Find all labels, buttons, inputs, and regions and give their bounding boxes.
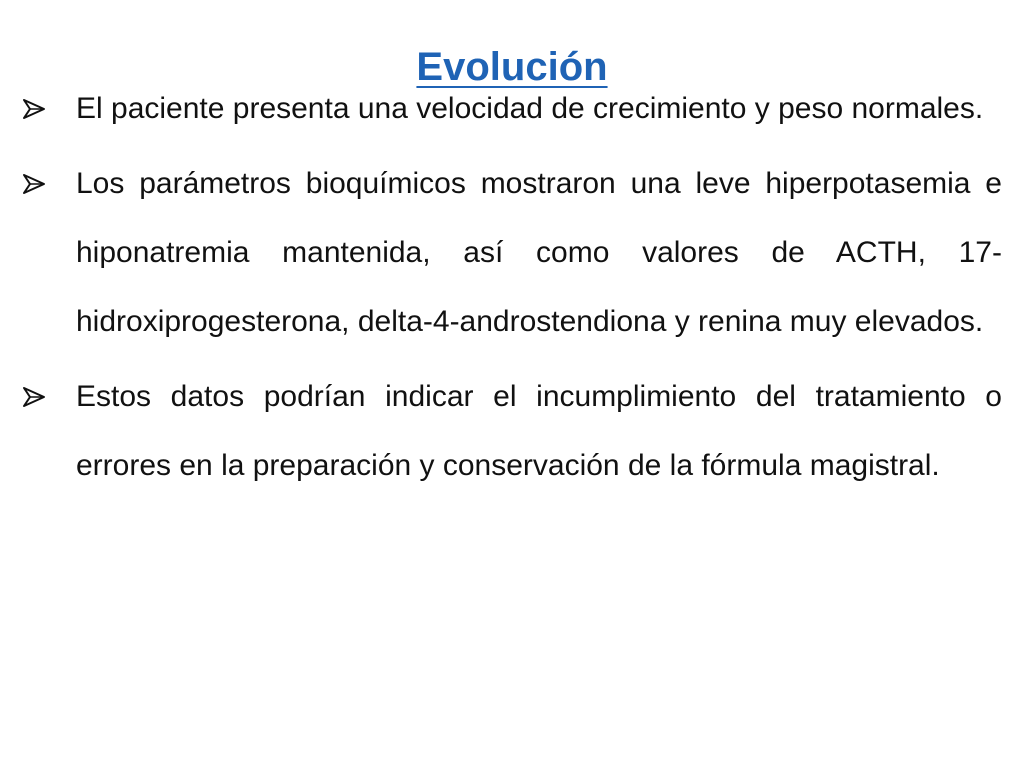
slide-title-text: Evolución xyxy=(416,44,608,89)
arrow-bullet-icon xyxy=(22,74,48,143)
bullet-item xyxy=(22,74,1002,143)
bullet-list xyxy=(22,74,1002,506)
arrow-bullet-icon xyxy=(22,149,48,218)
bullet-text: El paciente presenta una velocidad de crecimiento y peso normales. xyxy=(76,92,984,125)
bullet-item xyxy=(22,362,1002,500)
bullet-item xyxy=(22,149,1002,356)
bullet-text: Estos datos podrían indicar el incumplimiento del tratamiento o errores en la preparación y conservación de la fórmula magistral. xyxy=(76,380,1002,482)
bullet-text: Los parámetros bioquímicos mostraron una leve hiperpotasemia e hiponatremia mantenida, así como valores de ACTH, 17-hidroxiprogesterona, delta-4-androstendiona y renina muy elevados. xyxy=(76,167,1002,338)
arrow-bullet-icon xyxy=(22,362,48,431)
